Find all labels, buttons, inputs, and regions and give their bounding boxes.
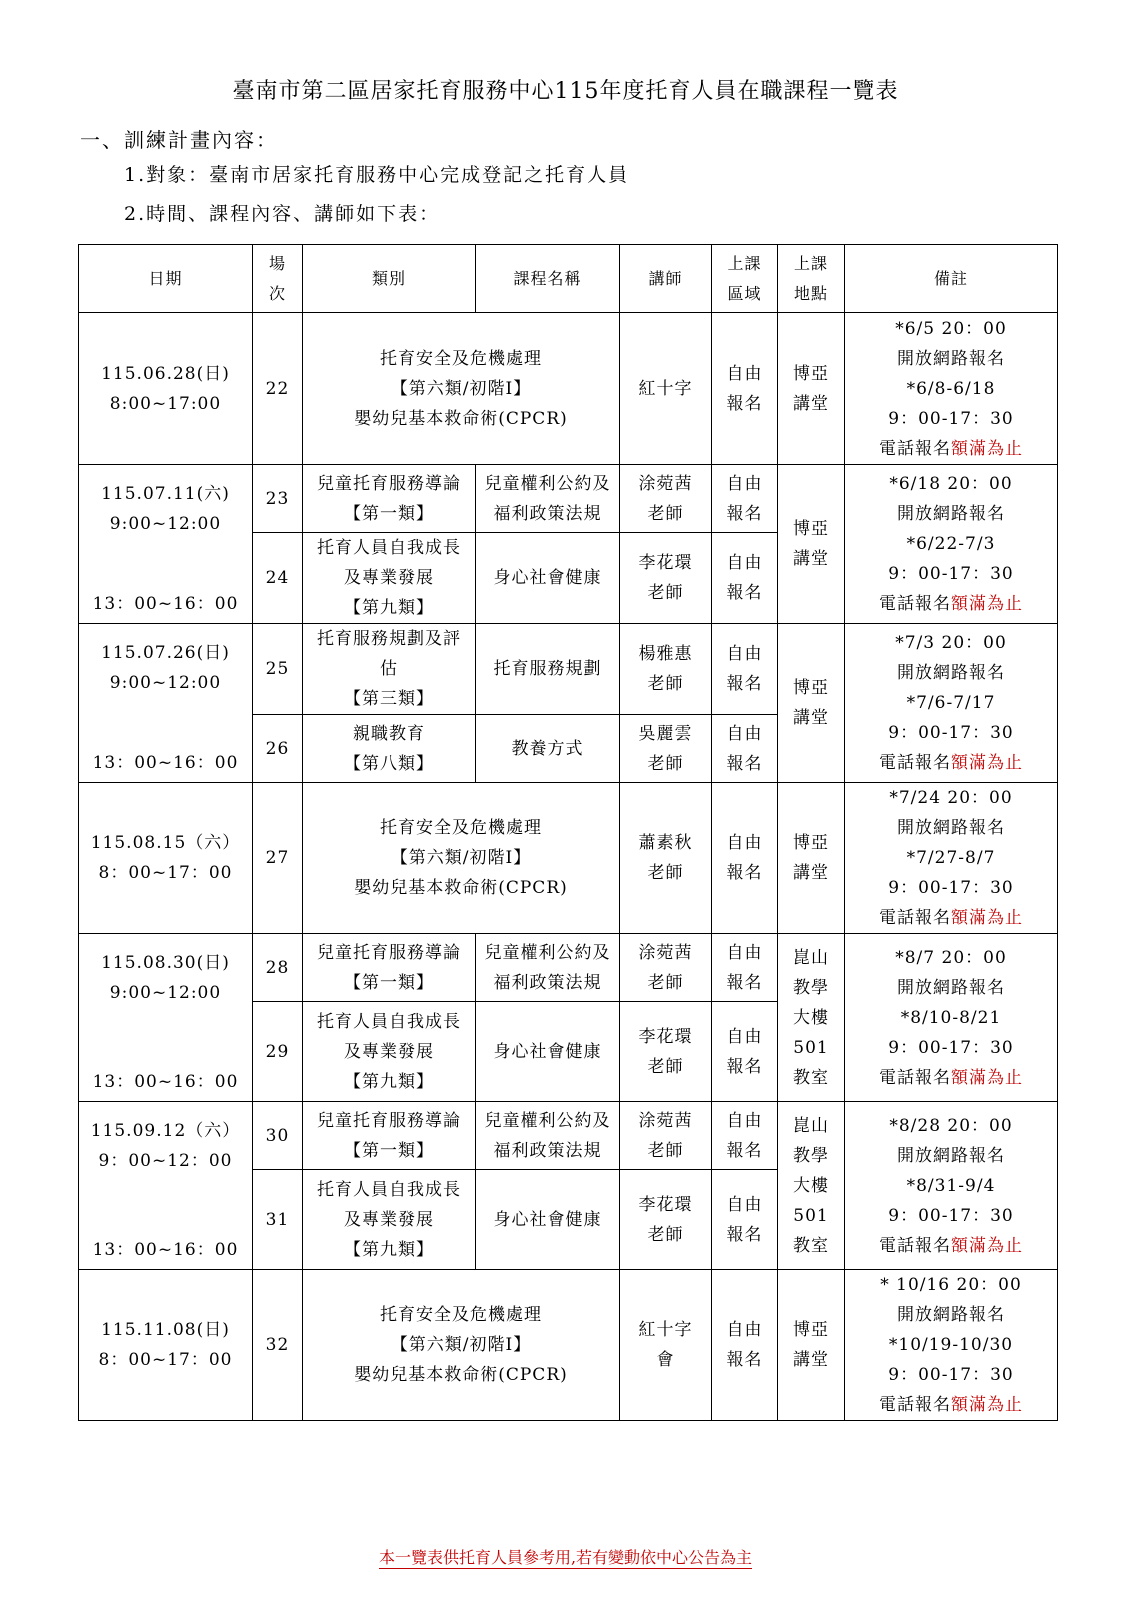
teacher-cell (620, 715, 712, 783)
course-line: 福利政策法規 (493, 1140, 602, 1161)
course-time: 9:00~12:00 (109, 983, 222, 1003)
session-number: 30 (253, 1102, 303, 1170)
session-number: 24 (253, 533, 303, 624)
area-line: 自由 (726, 363, 763, 384)
session-number: 27 (253, 783, 303, 934)
place-line: 博亞 (793, 678, 829, 698)
note-line: 9：00-17：30 (888, 1205, 1014, 1226)
place-line: 教室 (793, 1235, 829, 1256)
category-line: 【第三類】 (344, 689, 434, 709)
area-line: 自由 (726, 1110, 763, 1131)
category-cell (303, 465, 476, 533)
course-date: 115.11.08(日) (101, 1320, 230, 1340)
section-heading: 一、訓練計畫內容： (80, 128, 278, 152)
teacher-line: 李花環 (638, 1194, 693, 1215)
course-line: 【第六類/初階Ⅰ】 (390, 378, 532, 399)
category-line: 【第九類】 (344, 1239, 434, 1260)
session-number: 25 (253, 624, 303, 715)
note-line: 開放網路報名 (897, 1145, 1005, 1166)
course-time-afternoon: 13：00~16：00 (92, 753, 239, 773)
teacher-cell (620, 934, 712, 1002)
session-number: 28 (253, 934, 303, 1002)
category-line: 托育人員自我成長 (317, 538, 461, 558)
note-line: * 10/16 20：00 (880, 1275, 1022, 1295)
note-cell (845, 465, 1058, 624)
course-name-cell (476, 1102, 620, 1170)
course-name-cell (476, 624, 620, 715)
header-note: 備註 (845, 245, 1058, 313)
place-cell (778, 783, 845, 934)
teacher-line: 老師 (647, 1140, 684, 1161)
note-line: 開放網路報名 (897, 818, 1005, 838)
teacher-line: 會 (656, 1350, 675, 1370)
course-line: 托育安全及危機處理 (380, 818, 542, 838)
table-row (79, 465, 1058, 533)
teacher-cell (620, 783, 712, 934)
place-line: 博亞 (793, 363, 829, 384)
note-cell (845, 313, 1058, 465)
date-cell (79, 465, 253, 624)
session-number: 32 (253, 1270, 303, 1421)
teacher-line: 涂菀茜 (638, 473, 693, 494)
area-line: 自由 (726, 644, 763, 664)
category-cell (303, 934, 476, 1002)
teacher-cell (620, 465, 712, 533)
note-line: *7/6-7/17 (906, 693, 996, 713)
course-line: 嬰幼兒基本救命術(CPCR) (354, 878, 568, 898)
table-row (79, 783, 1058, 934)
area-line: 報名 (726, 972, 763, 993)
note-line: *7/3 20：00 (895, 633, 1007, 653)
footer-note: 本一覽表供托育人員參考用,若有變動依中心公告為主 (378, 1548, 753, 1567)
note-line: 開放網路報名 (897, 348, 1005, 369)
page-title: 臺南市第二區居家托育服務中心115年度托育人員在職課程一覽表 (232, 79, 899, 104)
course-line: 嬰幼兒基本救命術(CPCR) (354, 408, 568, 429)
date-cell (79, 313, 253, 465)
phone-note: 電話報名額滿為止 (879, 1235, 1023, 1256)
teacher-cell (620, 1170, 712, 1270)
phone-note: 電話報名額滿為止 (879, 753, 1023, 773)
session-number: 29 (253, 1002, 303, 1102)
header-teacher: 講師 (620, 245, 712, 313)
place-line: 501 (793, 1037, 829, 1058)
target-audience: 1.對象：臺南市居家托育服務中心完成登記之托育人員 (124, 164, 630, 186)
note-cell (845, 934, 1058, 1102)
course-line: 嬰幼兒基本救命術(CPCR) (354, 1365, 568, 1385)
category-line: 【第一類】 (344, 1140, 434, 1161)
teacher-line: 老師 (647, 1056, 684, 1077)
session-number: 22 (253, 313, 303, 465)
teacher-line: 老師 (647, 972, 684, 993)
teacher-line: 老師 (647, 503, 684, 524)
course-line: 身心社會健康 (493, 568, 602, 588)
course-line: 兒童權利公約及 (484, 473, 611, 494)
teacher-line: 楊雅惠 (638, 644, 693, 664)
course-merged (303, 783, 620, 934)
category-line: 【第九類】 (344, 598, 434, 618)
place-cell (778, 465, 845, 624)
area-cell (712, 1002, 778, 1102)
course-time-afternoon: 13：00~16：00 (92, 594, 239, 614)
place-line: 講堂 (793, 863, 829, 883)
area-cell (712, 715, 778, 783)
date-cell (79, 1102, 253, 1270)
teacher-line: 老師 (647, 583, 684, 603)
area-line: 報名 (726, 1350, 763, 1370)
course-line: 福利政策法規 (493, 503, 602, 524)
category-cell (303, 1002, 476, 1102)
date-cell (79, 624, 253, 783)
place-cell (778, 934, 845, 1102)
area-line: 報名 (726, 503, 763, 524)
area-cell (712, 533, 778, 624)
note-line: *6/8-6/18 (906, 378, 996, 399)
course-name-cell (476, 1170, 620, 1270)
course-merged (303, 1270, 620, 1421)
course-line: 兒童權利公約及 (484, 1110, 611, 1131)
note-line: *6/5 20：00 (895, 318, 1007, 339)
category-line: 兒童托育服務導論 (317, 473, 461, 494)
area-line: 自由 (726, 473, 763, 494)
note-cell (845, 624, 1058, 783)
category-line: 托育服務規劃及評 (317, 629, 461, 649)
teacher-line: 老師 (647, 863, 684, 883)
note-line: *8/7 20：00 (895, 947, 1007, 968)
course-line: 身心社會健康 (493, 1041, 602, 1062)
date-cell (79, 783, 253, 934)
area-cell (712, 934, 778, 1002)
date-cell (79, 934, 253, 1102)
date-cell (79, 1270, 253, 1421)
teacher-cell (620, 313, 712, 465)
note-line: *6/18 20：00 (889, 474, 1013, 494)
place-line: 博亞 (793, 519, 829, 539)
note-line: 9：00-17：30 (888, 564, 1014, 584)
place-line: 崑山 (793, 947, 829, 968)
teacher-line: 涂菀茜 (638, 942, 693, 963)
category-line: 【第九類】 (344, 1071, 434, 1092)
area-line: 自由 (726, 833, 763, 853)
place-line: 講堂 (793, 1350, 829, 1370)
table-row (79, 1102, 1058, 1170)
place-line: 教室 (793, 1067, 829, 1088)
teacher-line: 老師 (647, 1224, 684, 1245)
session-number: 23 (253, 465, 303, 533)
note-line: *8/10-8/21 (900, 1007, 1002, 1028)
course-line: 兒童權利公約及 (484, 942, 611, 963)
teacher-cell (620, 533, 712, 624)
place-line: 講堂 (793, 708, 829, 728)
category-line: 【第一類】 (344, 503, 434, 524)
course-date: 115.08.15（六） (90, 833, 241, 853)
table-row (79, 624, 1058, 715)
area-line: 自由 (726, 942, 763, 963)
place-cell (778, 1270, 845, 1421)
place-line: 大樓 (793, 1175, 829, 1196)
area-line: 自由 (726, 1194, 763, 1215)
note-line: *10/19-10/30 (888, 1335, 1014, 1355)
note-line: *8/28 20：00 (889, 1115, 1013, 1136)
area-line: 報名 (726, 393, 763, 414)
note-line: 9：00-17：30 (888, 1037, 1014, 1058)
header-date: 日期 (79, 245, 253, 313)
course-time: 8：00~17：00 (98, 863, 233, 883)
area-line: 報名 (726, 1224, 763, 1245)
course-line: 福利政策法規 (493, 972, 602, 993)
note-line: 9：00-17：30 (888, 1365, 1014, 1385)
category-line: 兒童托育服務導論 (317, 1110, 461, 1131)
note-line: *8/31-9/4 (906, 1175, 996, 1196)
course-line: 托育安全及危機處理 (380, 348, 542, 369)
course-date: 115.08.30(日) (101, 953, 230, 973)
note-line: 9：00-17：30 (888, 878, 1014, 898)
teacher-cell (620, 1270, 712, 1421)
course-date: 115.06.28(日) (101, 363, 230, 384)
place-line: 崑山 (793, 1115, 829, 1136)
course-table (78, 244, 1058, 1421)
note-line: 開放網路報名 (897, 977, 1005, 998)
course-line: 身心社會健康 (493, 1209, 602, 1230)
table-row (79, 1270, 1058, 1421)
category-line: 估 (380, 659, 398, 679)
course-line: 教養方式 (511, 738, 584, 759)
teacher-line: 紅十字 (638, 1320, 693, 1340)
place-line: 講堂 (793, 393, 829, 414)
course-name-cell (476, 1002, 620, 1102)
category-line: 托育人員自我成長 (317, 1011, 461, 1032)
category-line: 兒童托育服務導論 (317, 942, 461, 963)
course-time: 9：00~12：00 (98, 1151, 233, 1171)
teacher-line: 紅十字 (638, 378, 693, 399)
course-time-afternoon: 13：00~16：00 (92, 1240, 239, 1260)
teacher-cell (620, 1002, 712, 1102)
course-merged (303, 313, 620, 465)
note-line: 9：00-17：30 (888, 408, 1014, 429)
place-line: 博亞 (793, 833, 829, 853)
course-name-cell (476, 533, 620, 624)
note-line: 開放網路報名 (897, 504, 1005, 524)
course-time: 9:00~12:00 (109, 514, 222, 534)
header-category: 類別 (303, 245, 476, 313)
category-line: 親職教育 (353, 723, 425, 744)
place-line: 大樓 (793, 1007, 829, 1028)
course-table-body (79, 313, 1058, 1421)
teacher-cell (620, 624, 712, 715)
area-line: 報名 (726, 1140, 763, 1161)
area-line: 報名 (726, 753, 763, 774)
area-line: 報名 (726, 674, 763, 694)
area-line: 自由 (726, 723, 763, 744)
area-cell (712, 465, 778, 533)
course-date: 115.07.11(六) (101, 484, 230, 504)
area-line: 報名 (726, 1056, 763, 1077)
category-cell (303, 624, 476, 715)
header-course: 課程名稱 (476, 245, 620, 313)
category-cell (303, 715, 476, 783)
place-line: 教學 (793, 1145, 829, 1166)
area-cell (712, 1270, 778, 1421)
note-cell (845, 1270, 1058, 1421)
area-line: 報名 (726, 863, 763, 883)
course-date: 115.07.26(日) (101, 643, 230, 663)
place-cell (778, 1102, 845, 1270)
table-row (79, 313, 1058, 465)
header-place: 上課 地點 (778, 245, 845, 313)
area-line: 報名 (726, 583, 763, 603)
teacher-line: 老師 (647, 674, 684, 694)
category-line: 及專業發展 (344, 1209, 434, 1230)
note-cell (845, 783, 1058, 934)
category-line: 托育人員自我成長 (317, 1179, 461, 1200)
course-time-afternoon: 13：00~16：00 (92, 1072, 239, 1092)
course-line: 托育服務規劃 (493, 659, 602, 679)
teacher-cell (620, 1102, 712, 1170)
header-area: 上課 區域 (712, 245, 778, 313)
teacher-line: 吳麗雲 (638, 723, 693, 744)
category-line: 【第一類】 (344, 972, 434, 993)
category-line: 【第八類】 (344, 753, 434, 774)
note-line: 9：00-17：30 (888, 723, 1014, 743)
note-line: *6/22-7/3 (906, 534, 996, 554)
note-cell (845, 1102, 1058, 1270)
teacher-line: 蕭素秋 (638, 833, 693, 853)
area-cell (712, 783, 778, 934)
course-name-cell (476, 715, 620, 783)
note-line: 開放網路報名 (897, 1305, 1005, 1325)
area-cell (712, 313, 778, 465)
teacher-line: 老師 (647, 753, 684, 774)
place-cell (778, 624, 845, 783)
area-cell (712, 1102, 778, 1170)
teacher-line: 李花環 (638, 553, 693, 573)
course-line: 托育安全及危機處理 (380, 1305, 542, 1325)
teacher-line: 李花環 (638, 1026, 693, 1047)
phone-note: 電話報名額滿為止 (879, 438, 1023, 459)
note-line: 開放網路報名 (897, 663, 1005, 683)
place-line: 博亞 (793, 1320, 829, 1340)
category-cell (303, 1102, 476, 1170)
phone-note: 電話報名額滿為止 (879, 594, 1023, 614)
phone-note: 電話報名額滿為止 (879, 1067, 1023, 1088)
schedule-intro: 2.時間、課程內容、講師如下表： (124, 203, 441, 225)
place-line: 教學 (793, 977, 829, 998)
course-date: 115.09.12（六） (90, 1121, 241, 1141)
category-line: 及專業發展 (344, 1041, 434, 1062)
category-cell (303, 1170, 476, 1270)
table-row (79, 934, 1058, 1002)
teacher-line: 涂菀茜 (638, 1110, 693, 1131)
area-line: 自由 (726, 553, 763, 573)
category-line: 及專業發展 (344, 568, 434, 588)
category-cell (303, 533, 476, 624)
phone-note: 電話報名額滿為止 (879, 1395, 1023, 1415)
session-number: 31 (253, 1170, 303, 1270)
place-line: 501 (793, 1205, 829, 1226)
course-line: 【第六類/初階Ⅰ】 (390, 1335, 532, 1355)
note-line: *7/27-8/7 (906, 848, 996, 868)
area-line: 自由 (726, 1026, 763, 1047)
course-name-cell (476, 934, 620, 1002)
course-time: 8:00~17:00 (109, 393, 222, 414)
place-cell (778, 313, 845, 465)
course-name-cell (476, 465, 620, 533)
header-session: 場 次 (253, 245, 303, 313)
session-number: 26 (253, 715, 303, 783)
area-line: 自由 (726, 1320, 763, 1340)
note-line: *7/24 20：00 (889, 788, 1013, 808)
course-time: 9:00~12:00 (109, 673, 222, 693)
phone-note: 電話報名額滿為止 (879, 908, 1023, 928)
area-cell (712, 1170, 778, 1270)
place-line: 講堂 (793, 549, 829, 569)
course-line: 【第六類/初階Ⅰ】 (390, 848, 532, 868)
area-cell (712, 624, 778, 715)
course-time: 8：00~17：00 (98, 1350, 233, 1370)
